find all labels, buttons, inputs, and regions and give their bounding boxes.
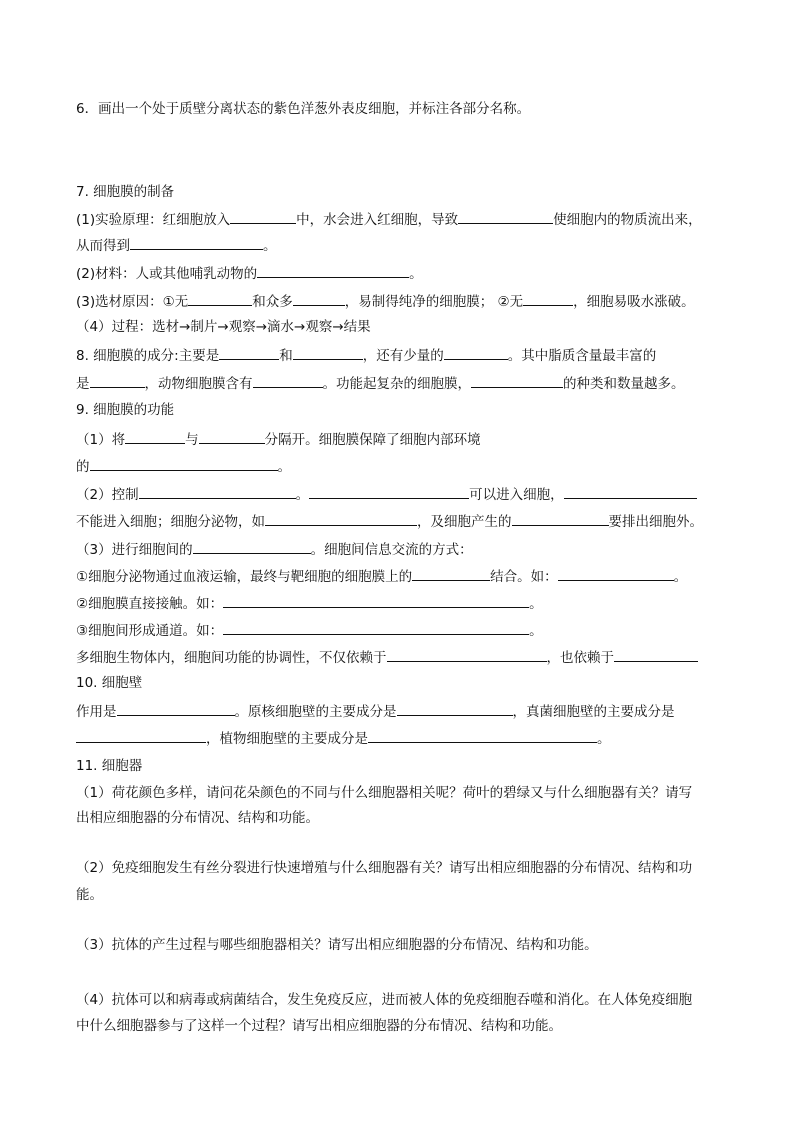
blank (309, 483, 469, 499)
text: 作用是 (76, 704, 117, 720)
text: 不能进入细胞；细胞分泌物，如 (76, 514, 265, 530)
section-title: 7. 细胞膜的制备 (76, 184, 175, 200)
text: 。原核细胞壁的主要成分是 (234, 704, 397, 720)
section-title: 11. 细胞器 (76, 758, 143, 774)
text: 是 (76, 376, 90, 392)
blank (523, 290, 573, 306)
blank (193, 538, 311, 554)
text: 中什么细胞器参与了这样一个过程？请写出相应细胞器的分布情况、结构和功能。 (76, 1018, 562, 1034)
blank (125, 428, 185, 444)
text: 。 (295, 487, 310, 503)
text: （1）将 (76, 432, 126, 448)
blank (293, 344, 363, 360)
text: (1)实验原理：红细胞放入 (76, 212, 231, 228)
text: 。 (409, 266, 423, 282)
question-7-line-2 (76, 234, 277, 256)
text: 。 (263, 238, 277, 254)
text: 。其中脂质含量最丰富的 (507, 348, 657, 364)
text: 。 (529, 623, 543, 639)
blank (614, 646, 698, 662)
text: 8. 细胞膜的成分:主要是 (76, 348, 220, 364)
blank (265, 510, 417, 526)
blank (90, 455, 278, 471)
question-9-line-6 (76, 565, 687, 587)
text: ，细胞易吸水涨破。 (573, 294, 695, 310)
text: 出相应细胞器的分布情况、结构和功能。 (76, 810, 319, 826)
question-9-title (76, 400, 174, 420)
question-10-line-2 (76, 727, 611, 749)
text: ，植物细胞壁的主要成分是 (206, 731, 368, 747)
text: ③细胞间形成通道。如： (76, 623, 224, 639)
question-7-line-3 (76, 262, 423, 284)
question-11-part-4-line-1 (76, 990, 692, 1010)
question-9-line-4 (76, 510, 703, 532)
text: 。 (529, 596, 543, 612)
blank (253, 372, 323, 388)
blank (230, 208, 296, 224)
text: 和 (279, 348, 293, 364)
blank (223, 592, 529, 608)
text: 。功能起复杂的细胞膜， (322, 376, 471, 392)
blank (387, 646, 547, 662)
text: 。 (597, 731, 611, 747)
blank (139, 483, 296, 499)
blank (188, 290, 252, 306)
text: 和众多 (252, 294, 293, 310)
text: (2)材料：人或其他哺乳动物的 (76, 266, 258, 282)
blank (117, 700, 235, 716)
text: ②细胞膜直接接触。如： (76, 596, 224, 612)
text: 可以进入细胞， (469, 487, 564, 503)
text: 中，水会进入红细胞，导致 (296, 212, 459, 228)
text: （2）控制 (76, 487, 139, 503)
question-11-part-4-line-2 (76, 1016, 562, 1036)
text: ，及细胞产生的 (417, 514, 512, 530)
question-11-title (76, 756, 142, 776)
question-11-part-2-line-2 (76, 885, 103, 905)
blank (564, 483, 697, 499)
question-9-line-5 (76, 538, 473, 560)
blank (471, 372, 563, 388)
text: 分隔开。细胞膜保障了细胞内部环境 (264, 432, 481, 448)
text: （4）过程：选材→制片→观察→滴水→观察→结果 (76, 319, 371, 335)
question-9-line-8 (76, 619, 543, 641)
blank (444, 344, 508, 360)
question-11-part-2-line-1 (76, 858, 692, 878)
blank (558, 565, 674, 581)
text: ，易制得纯净的细胞膜； ②无 (344, 294, 524, 310)
question-9-line-1 (76, 428, 481, 450)
text: （1）荷花颜色多样，请问花朵颜色的不同与什么细胞器相关呢？荷叶的碧绿又与什么细胞器有关？请写 (76, 785, 693, 801)
text: 能。 (76, 887, 103, 903)
section-title: 10. 细胞壁 (76, 675, 143, 691)
text: ，也依赖于 (546, 650, 614, 666)
text: （3）进行细胞间的 (76, 542, 193, 558)
blank (412, 565, 490, 581)
text: （3）抗体的产生过程与哪些细胞器相关？请写出相应细胞器的分布情况、结构和功能。 (76, 937, 598, 953)
question-10-title (76, 673, 142, 693)
question-11-part-1-line-1 (76, 783, 692, 803)
question-9-line-2 (76, 455, 291, 477)
text: ，真菌细胞壁的主要成分是 (512, 704, 675, 720)
text: 的 (76, 459, 90, 475)
text: ，还有少量的 (362, 348, 444, 364)
question-7-line-1 (76, 208, 702, 230)
question-9-line-3 (76, 483, 697, 505)
text: 。 (277, 459, 291, 475)
text: 与 (185, 432, 199, 448)
blank (199, 428, 265, 444)
blank (257, 262, 409, 278)
blank (130, 234, 263, 250)
text: 使细胞内的物质流出来， (553, 212, 702, 228)
blank (76, 727, 206, 743)
blank (368, 727, 597, 743)
blank (458, 208, 553, 224)
question-9-line-9 (76, 646, 698, 668)
blank (90, 372, 145, 388)
text: ①细胞分泌物通过血液运输，最终与靶细胞的细胞膜上的 (76, 569, 413, 585)
blank (397, 700, 513, 716)
question-6-text: 6．画出一个处于质壁分离状态的紫色洋葱外表皮细胞，并标注各部分名称。 (76, 101, 531, 117)
question-11-part-1-line-2 (76, 808, 319, 828)
text: 要排出细胞外。 (608, 514, 703, 530)
question-7-line-4 (76, 290, 695, 312)
text: 的种类和数量越多。 (563, 376, 685, 392)
blank (223, 619, 529, 635)
text: 从而得到 (76, 238, 130, 254)
blank (293, 290, 345, 306)
text: 。 (673, 569, 688, 585)
section-title: 9. 细胞膜的功能 (76, 402, 175, 418)
question-7-line-5 (76, 317, 371, 337)
text: 。细胞间信息交流的方式： (310, 542, 473, 558)
text: 结合。如： (490, 569, 558, 585)
question-8-line-2 (76, 372, 685, 394)
text: ，动物细胞膜含有 (144, 376, 253, 392)
question-6 (76, 99, 530, 119)
question-10-line-1 (76, 700, 675, 722)
blank (219, 344, 279, 360)
text: (3)选材原因：①无 (76, 294, 189, 310)
question-8-line-1 (76, 344, 656, 366)
text: （4）抗体可以和病毒或病菌结合，发生免疫反应，进而被人体的免疫细胞吞噬和消化。在人体免疫细胞 (76, 992, 693, 1008)
blank (512, 510, 609, 526)
text: 多细胞生物体内，细胞间功能的协调性，不仅依赖于 (76, 650, 387, 666)
question-7-title (76, 182, 174, 202)
question-9-line-7 (76, 592, 543, 614)
text: （2）免疫细胞发生有丝分裂进行快速增殖与什么细胞器有关？请写出相应细胞器的分布情况、结构和功 (76, 860, 693, 876)
question-11-part-3-line-1 (76, 935, 598, 955)
